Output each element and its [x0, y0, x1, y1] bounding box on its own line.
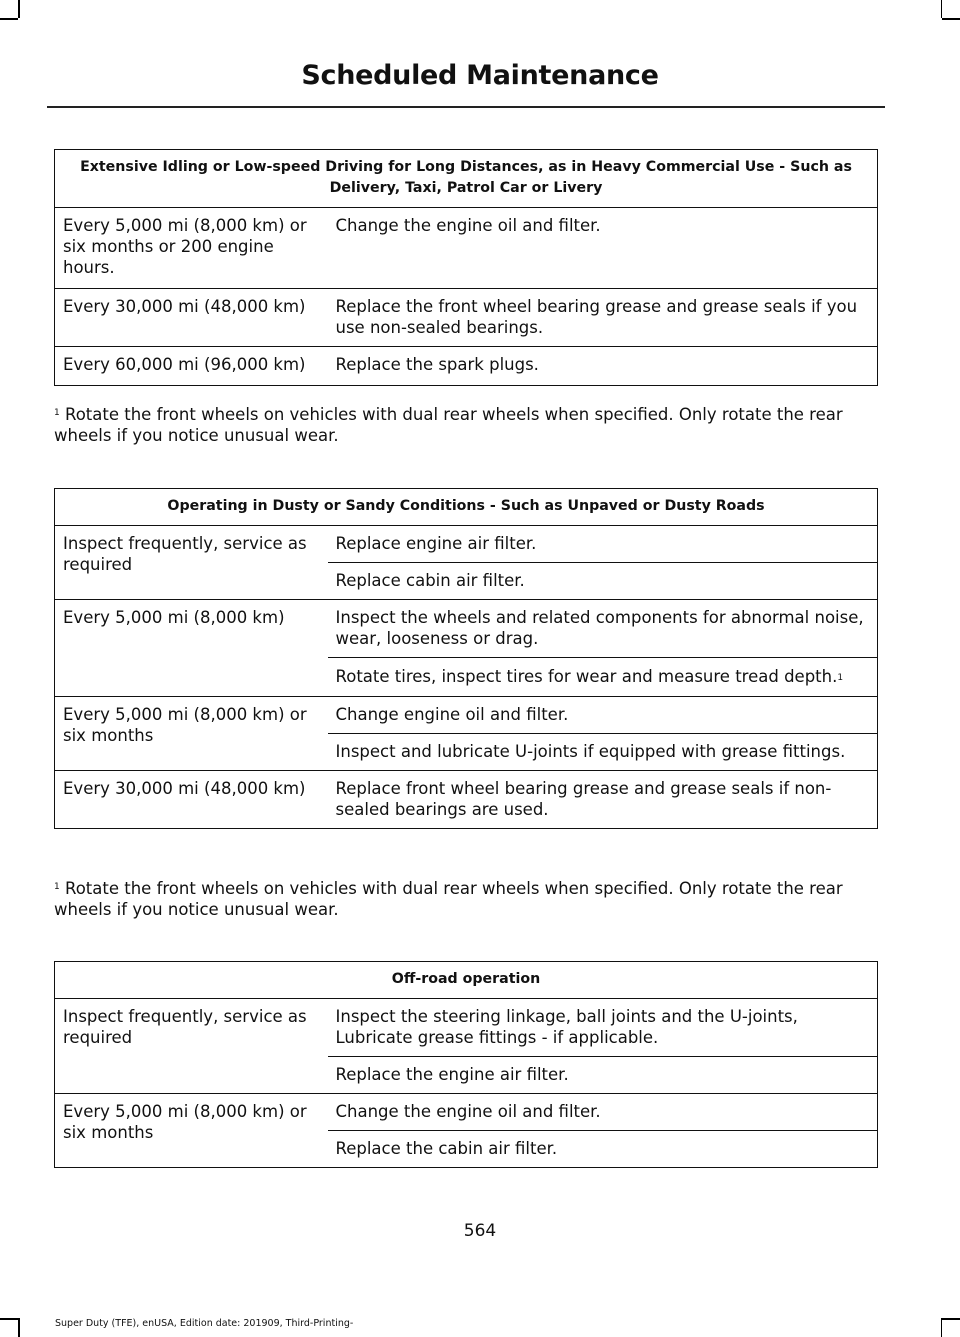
- table-heading: Extensive Idling or Low-speed Driving for Long Distances, as in Heavy Commercial Use - Such as Delivery, Taxi, Patrol Car or Livery: [55, 150, 878, 208]
- action-cell: Change engine oil and filter.: [328, 697, 878, 734]
- footnote-text: Rotate the front wheels on vehicles with dual rear wheels when specified. Only rotate the rear wheels if you notice unusual wear.: [54, 405, 843, 445]
- action-cell: Inspect and lubricate U-joints if equipped with grease fittings.: [328, 734, 878, 771]
- crop-mark: [18, 1318, 20, 1337]
- crop-mark: [0, 18, 18, 20]
- footnote-mark: 1: [54, 408, 60, 418]
- table-row: [55, 347, 878, 386]
- action-cell: Replace the cabin air filter.: [328, 1131, 878, 1168]
- crop-mark: [941, 0, 943, 18]
- footnote: [54, 404, 878, 446]
- action-cell: Replace front wheel bearing grease and grease seals if non-sealed bearings are used.: [328, 771, 878, 829]
- footnote: [54, 878, 878, 920]
- action-cell: Change the engine oil and filter.: [328, 1094, 878, 1131]
- interval-cell: Every 5,000 mi (8,000 km) or six months or 200 engine hours.: [55, 208, 328, 289]
- edition-footer: Super Duty (TFE), enUSA, Edition date: 201909, Third-Printing-: [55, 1318, 354, 1329]
- action-cell: Replace the front wheel bearing grease and grease seals if you use non-sealed bearings.: [328, 289, 878, 347]
- table-row: [55, 289, 878, 347]
- interval-cell: Every 5,000 mi (8,000 km) or six months: [55, 1094, 328, 1168]
- maintenance-table-off-road: [54, 961, 878, 1168]
- action-text: Rotate tires, inspect tires for wear and measure tread depth.: [335, 667, 838, 686]
- footnote-text: Rotate the front wheels on vehicles with dual rear wheels when specified. Only rotate the rear wheels if you notice unusual wear.: [54, 879, 843, 919]
- table-row: [55, 600, 878, 658]
- action-cell: Replace the spark plugs.: [328, 347, 878, 386]
- action-cell: Replace engine air filter.: [328, 526, 878, 563]
- page-title: Scheduled Maintenance: [301, 60, 659, 91]
- table-row: [55, 999, 878, 1057]
- crop-mark: [941, 1318, 943, 1337]
- interval-cell: Every 5,000 mi (8,000 km): [55, 600, 328, 697]
- table-row: [55, 526, 878, 563]
- crop-mark: [942, 1318, 960, 1320]
- table-heading: Operating in Dusty or Sandy Conditions - Such as Unpaved or Dusty Roads: [55, 489, 878, 526]
- maintenance-table-dusty-conditions: [54, 488, 878, 829]
- table-row: [55, 697, 878, 734]
- page-number: 564: [463, 1221, 497, 1241]
- title-divider: [47, 106, 885, 108]
- action-cell: Inspect the steering linkage, ball joints and the U-joints, Lubricate grease fittings - if applicable.: [328, 999, 878, 1057]
- table-heading: Off-road operation: [55, 962, 878, 999]
- crop-mark: [942, 18, 960, 20]
- crop-mark: [18, 0, 20, 18]
- action-cell: Inspect the wheels and related components for abnormal noise, wear, looseness or drag.: [328, 600, 878, 658]
- table-row: [55, 771, 878, 829]
- interval-cell: Every 30,000 mi (48,000 km): [55, 771, 328, 829]
- maintenance-table-heavy-commercial: [54, 149, 878, 386]
- action-cell: Replace cabin air filter.: [328, 563, 878, 600]
- crop-mark: [0, 1318, 18, 1320]
- footnote-mark: 1: [54, 882, 60, 892]
- table-row: [55, 1094, 878, 1131]
- interval-cell: Inspect frequently, service as required: [55, 526, 328, 600]
- interval-cell: Every 30,000 mi (48,000 km): [55, 289, 328, 347]
- interval-cell: Every 5,000 mi (8,000 km) or six months: [55, 697, 328, 771]
- interval-cell: Every 60,000 mi (96,000 km): [55, 347, 328, 386]
- footnote-mark: 1: [837, 673, 844, 683]
- table-row: [55, 208, 878, 289]
- action-cell: Replace the engine air filter.: [328, 1057, 878, 1094]
- action-cell: Change the engine oil and filter.: [328, 208, 878, 289]
- action-cell: [328, 658, 878, 697]
- interval-cell: Inspect frequently, service as required: [55, 999, 328, 1094]
